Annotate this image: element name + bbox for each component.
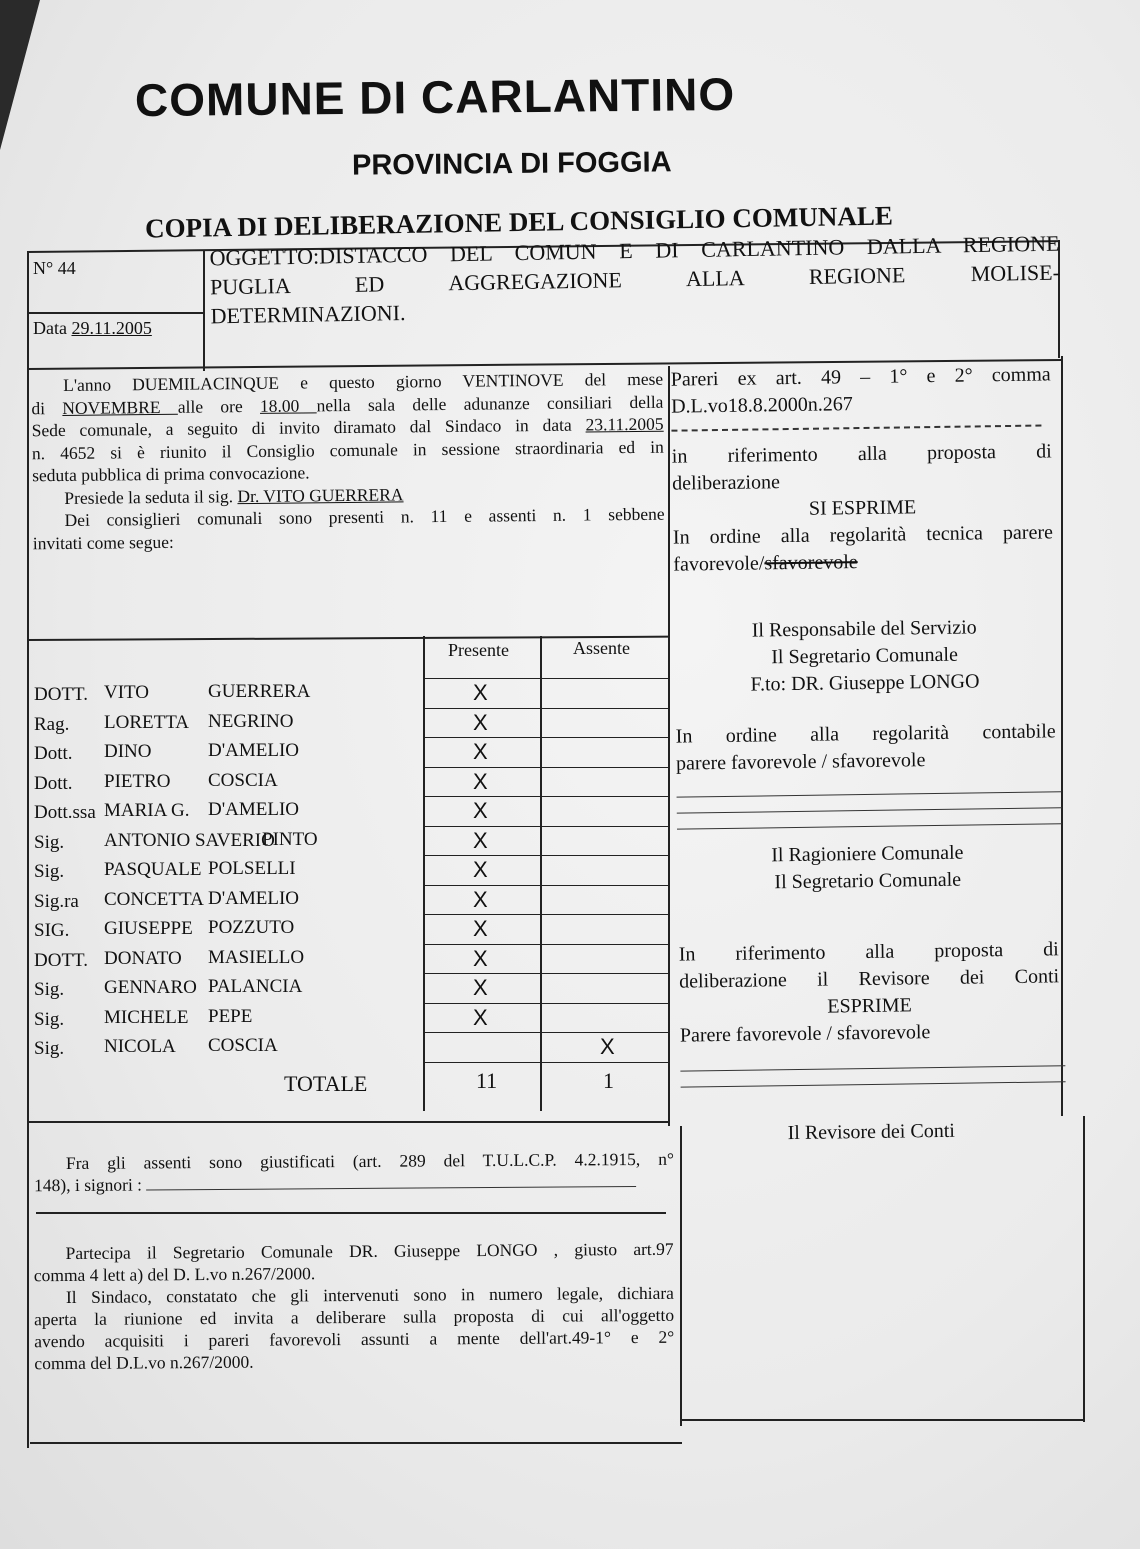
consigliere-titolo: Sig. (34, 1008, 65, 1030)
right-box-bottom (682, 1419, 1085, 1421)
consigliere-cognome: MASIELLO (208, 946, 305, 968)
consigliere-cognome: NEGRINO (208, 710, 294, 732)
assenti-second-line (36, 1212, 666, 1214)
consigliere-nome: GIUSEPPE (104, 918, 193, 939)
consigliere-titolo: Rag. (34, 713, 70, 735)
consigliere-nome: CONCETTA (104, 888, 204, 910)
column-divider-upper (668, 366, 670, 1126)
table-row-rule (423, 826, 670, 827)
consigliere-nome: ANTONIO SAVERIO (104, 829, 275, 851)
consigliere-nome: PIETRO (104, 770, 171, 792)
header-divider (203, 251, 205, 371)
consigliere-nome: DONATO (104, 947, 182, 969)
table-row-rule (423, 914, 670, 915)
premessa-text: L'anno DUEMILACINQUE e questo giorno VENTINOVE del mese di NOVEMBRE alle ore 18.00 nella sala delle adunanze consiliari della Sede comunale, a seguito di invito diramato dal Sindaco in data 23.11.2005 n. 4652 si è riunito il Consiglio comunale in sessione straordinaria ed in seduta pubblica di prima convocazione. Presiede la seduta il sig. Dr. VITO GUERRERA Dei consiglieri comunali sono presenti n. 11 e assenti n. 1 sebbene invitati come segue: (31, 368, 665, 553)
numero-data-divider (28, 312, 204, 314)
scan-shadow-corner (0, 0, 40, 150)
consigliere-nome: GENNARO (104, 977, 197, 998)
pareri-dashed-rule (671, 424, 1041, 432)
consigliere-nome: DINO (104, 741, 152, 762)
presente-mark: X (473, 916, 488, 941)
consigliere-cognome: D'AMELIO (208, 799, 300, 820)
presente-mark: X (473, 798, 488, 823)
pareri-column: Pareri ex art. 49 – 1° e 2° comma D.L.vo18.8.2000n.267 in riferimento alla proposta di deliberazione SI ESPRIME In ordine alla regolarità tecnica parere favorevole/sfavorevole Il Responsabile del Servizio Il Segretario Comunale F.to: DR. Giuseppe LONGO In ordine alla regolarità contabile parere favorevole / sfavorevole Il Ragioniere Comunale Il Segretario Comunale In riferimento alla proposta di deliberazione il Revisore dei Conti ESPRIME Parere favorevole / sfavorevole Il Revisore dei Conti (671, 361, 1062, 1148)
table-row-rule (423, 944, 670, 945)
col-presente-header: Presente (448, 640, 509, 660)
column-divider-lower (680, 1126, 682, 1426)
revisore-line-2 (681, 1080, 1066, 1087)
assenti-blank-line (146, 1172, 636, 1190)
consigliere-titolo: Dott.ssa (34, 802, 96, 823)
totale-presenti: 11 (476, 1068, 498, 1093)
outer-left-border (27, 253, 29, 1448)
comune-title: COMUNE DI CARLANTINO (134, 67, 736, 127)
consigliere-cognome: PEPE (208, 1005, 253, 1027)
table-row-rule (423, 767, 670, 768)
contabile-line-3 (677, 822, 1062, 829)
consigliere-titolo: Dott. (34, 772, 73, 794)
document-type-heading: COPIA DI DELIBERAZIONE DEL CONSIGLIO COMUNALE (144, 200, 894, 244)
table-row-rule (423, 678, 670, 679)
table-row-rule (423, 737, 670, 738)
consigliere-titolo: Sig. (34, 1038, 65, 1059)
presente-mark: X (473, 827, 488, 853)
consigliere-cognome: GUERRERA (208, 681, 311, 702)
presente-mark: X (473, 975, 488, 1000)
table-row-rule (423, 855, 670, 856)
consigliere-titolo: Sig. (34, 979, 65, 1000)
consigliere-nome: MICHELE (104, 1006, 189, 1028)
consigliere-titolo: Sig. (34, 861, 65, 882)
assenti-giustificati: Fra gli assenti sono giustificati (art. 289 del T.U.L.C.P. 4.2.1915, n° 148), i signori : (34, 1148, 674, 1196)
presente-mark: X (473, 857, 488, 882)
presente-mark: X (473, 680, 488, 705)
table-bottom-rule (28, 1121, 670, 1123)
data-atto: Data 29.11.2005 (33, 318, 152, 338)
consigliere-cognome: COSCIA (208, 1035, 278, 1056)
presente-mark: X (473, 1004, 488, 1030)
consigliere-cognome: POZZUTO (208, 917, 295, 938)
presente-mark: X (473, 739, 488, 764)
consigliere-titolo: Dott. (34, 743, 73, 764)
assente-mark: X (600, 1034, 615, 1059)
consigliere-cognome: POLSELLI (208, 858, 296, 879)
left-box-bottom (30, 1442, 682, 1444)
totale-label: TOTALE (284, 1071, 368, 1096)
consigliere-cognome: D'AMELIO (208, 740, 300, 761)
table-row-rule (423, 1032, 670, 1033)
consigliere-cognome: PINTO (262, 828, 318, 850)
consigliere-titolo: SIG. (34, 920, 70, 941)
table-row-rule (423, 1003, 670, 1004)
consigliere-titolo: Sig. (34, 831, 65, 853)
consigliere-cognome: COSCIA (208, 769, 278, 791)
revisore-line-1 (680, 1064, 1065, 1071)
table-row-rule (423, 885, 670, 886)
consigliere-titolo: DOTT. (34, 684, 88, 705)
table-row-rule (423, 708, 670, 709)
oggetto-text: OGGETTO:DISTACCO DEL COMUN E DI CARLANTINO DALLA REGIONE PUGLIA ED AGGREGAZIONE ALLA REGIONE MOLISE- DETERMINAZIONI. (209, 230, 1061, 329)
provincia-subtitle: PROVINCIA DI FOGGIA (351, 146, 672, 182)
table-row-rule (423, 973, 670, 974)
table-row-rule (423, 796, 670, 797)
contabile-line-2 (677, 806, 1062, 813)
table-row-rule (423, 1062, 670, 1063)
col-assente-header: Assente (573, 638, 630, 658)
consigliere-nome: LORETTA (104, 711, 190, 733)
contabile-line-1 (677, 790, 1062, 797)
numero-atto: N° 44 (33, 258, 76, 278)
presente-mark: X (473, 886, 488, 912)
consigliere-nome: PASQUALE (104, 859, 202, 880)
consigliere-nome: VITO (104, 682, 150, 703)
chiusura-text: Partecipa il Segretario Comunale DR. Giuseppe LONGO , giusto art.97 comma 4 lett a) del D. L.vo n.267/2000. Il Sindaco, constatato che gli intervenuti sono in numero legale, dichiara aperta la riunione ed invita a deliberare sulla proposta di cui all'oggetto avendo acquisiti i pareri favorevoli assunti a mente dell'art.49-1° e 2° comma del D.L.vo n.267/2000. (33, 1238, 675, 1374)
right-border-lower (1083, 1116, 1085, 1422)
totale-assenti: 1 (603, 1068, 614, 1093)
consigliere-titolo: Sig.ra (34, 890, 79, 912)
consigliere-cognome: D'AMELIO (208, 887, 300, 909)
presente-mark: X (473, 945, 488, 971)
presente-mark: X (473, 709, 488, 735)
consigliere-titolo: DOTT. (34, 949, 88, 971)
presente-mark: X (473, 768, 488, 794)
consigliere-nome: MARIA G. (104, 800, 190, 821)
consigliere-cognome: PALANCIA (208, 976, 303, 997)
consigliere-nome: NICOLA (104, 1036, 176, 1057)
right-border-upper (1061, 356, 1063, 1116)
